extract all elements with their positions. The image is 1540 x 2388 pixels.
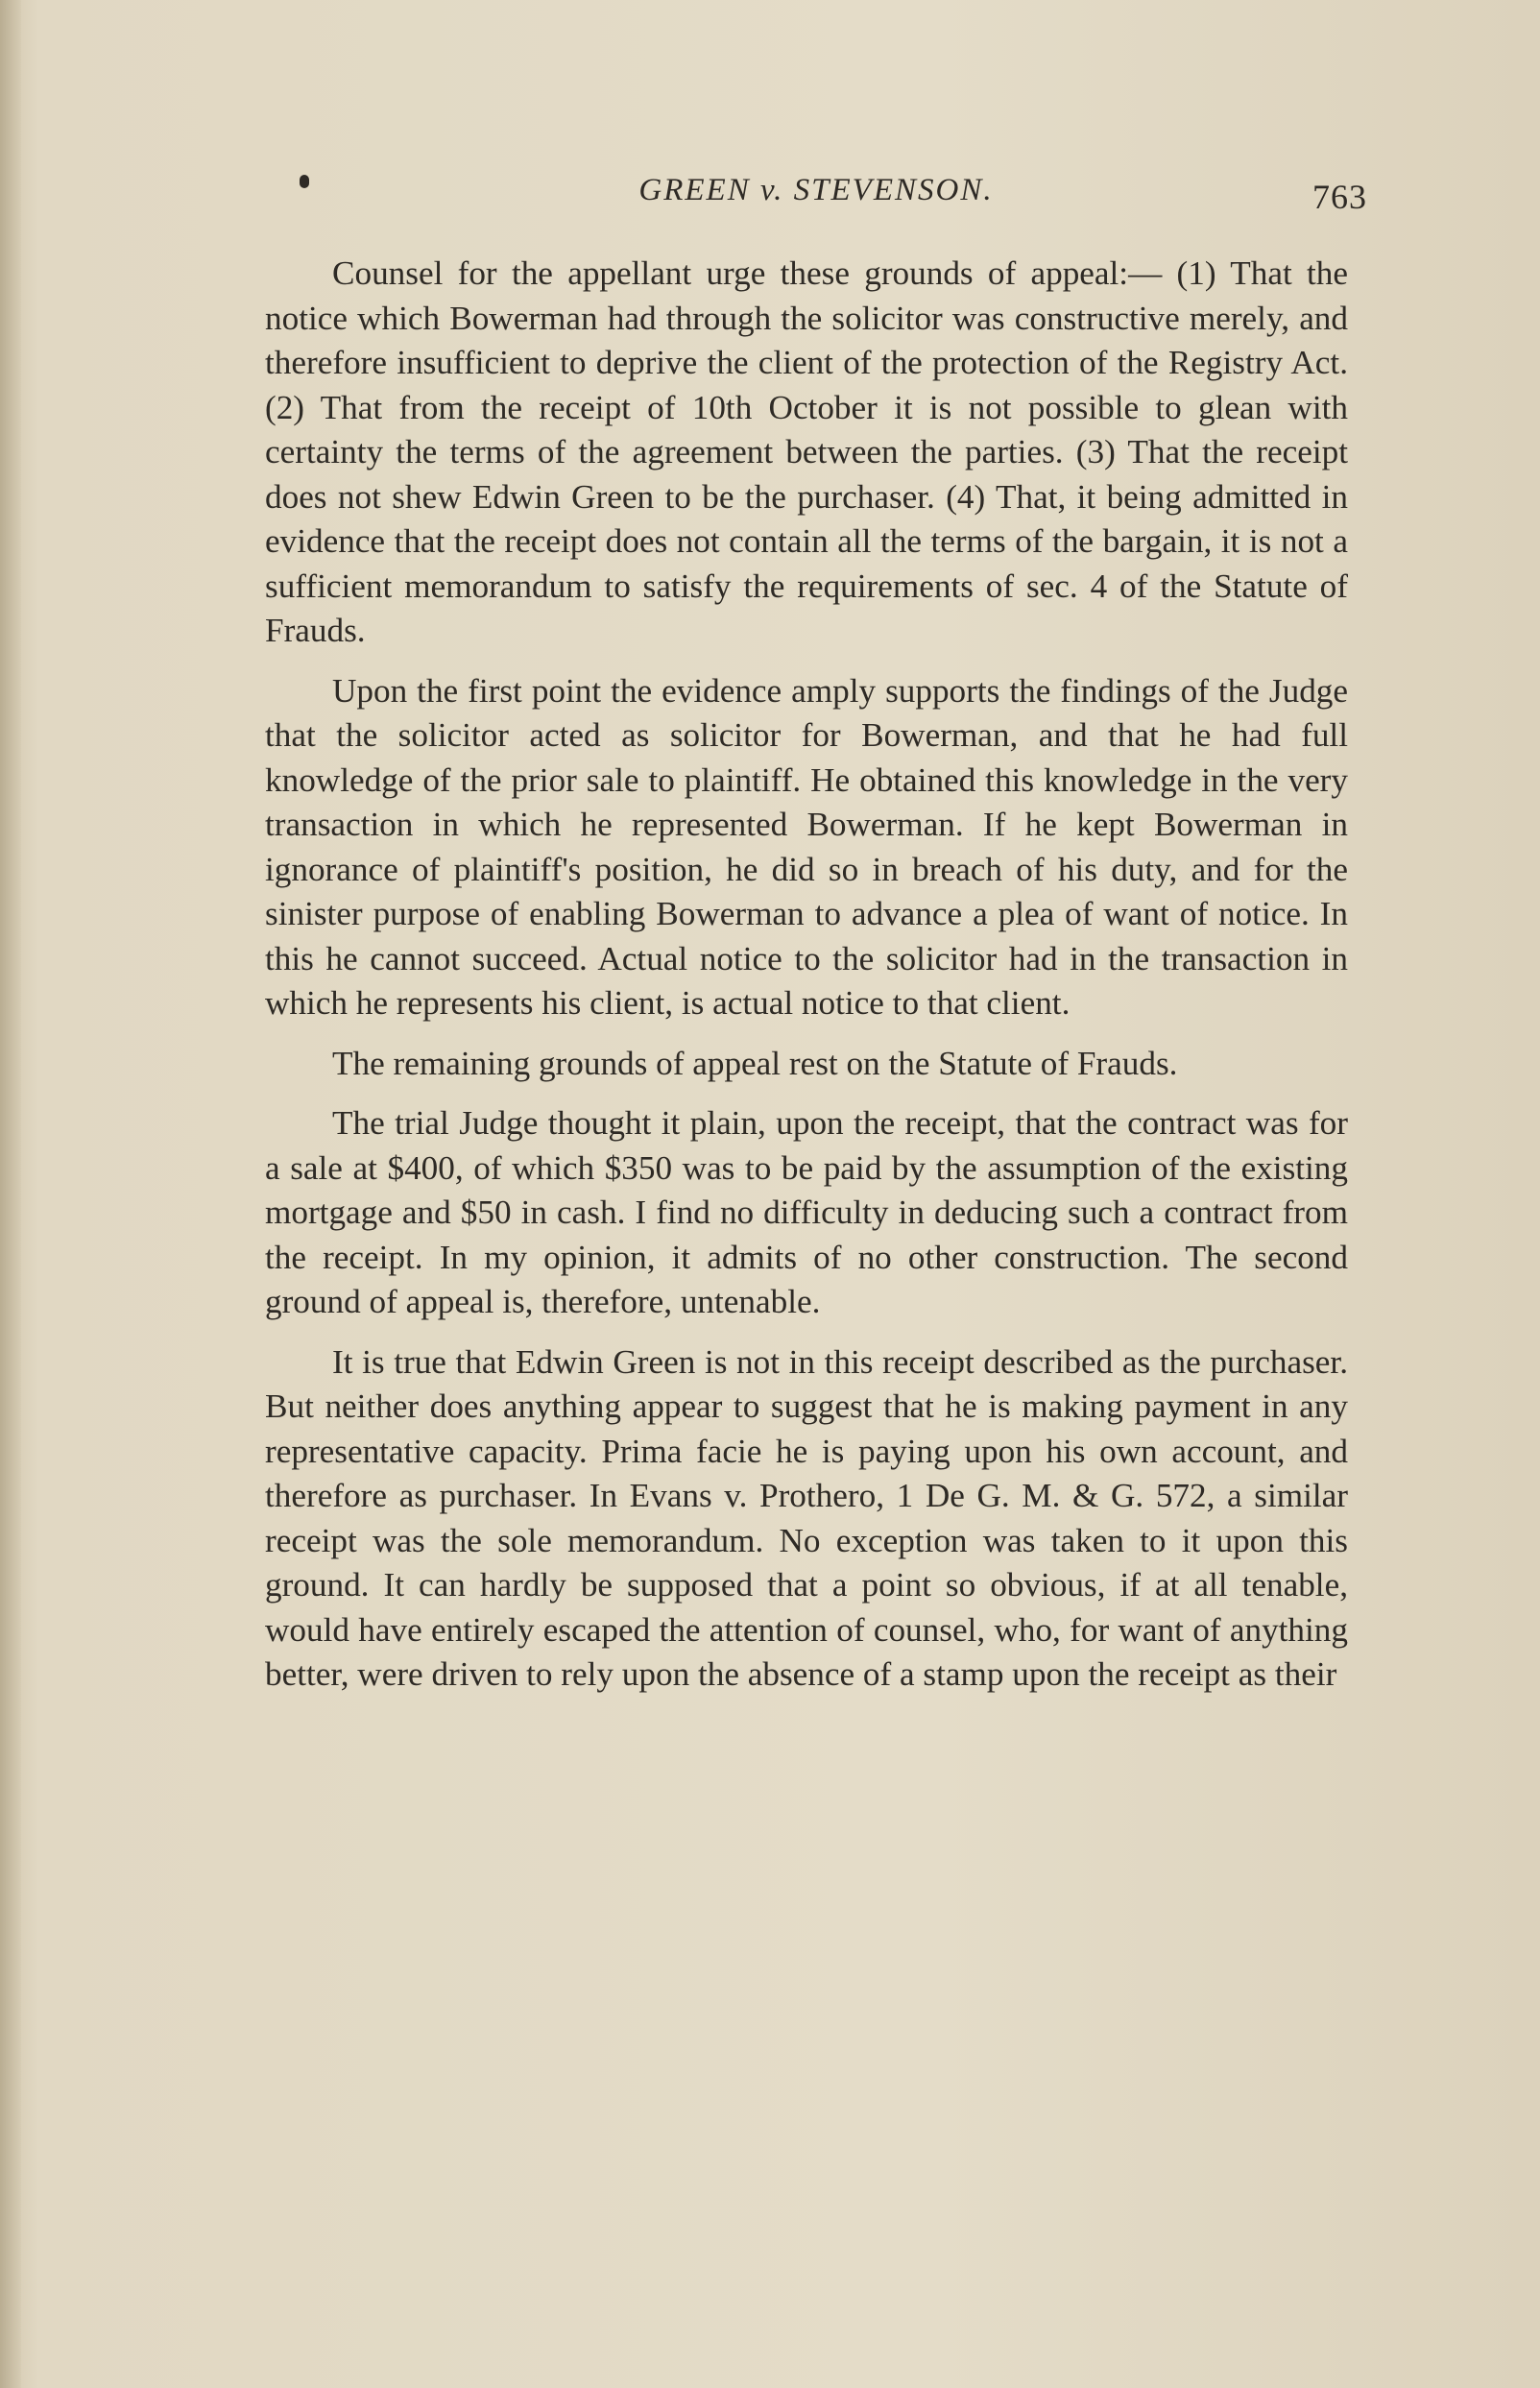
page-number: 763	[1312, 178, 1367, 216]
paragraph-grounds-of-appeal: Counsel for the appellant urge these grounds of appeal:— (1) That the notice which Bowerman had through the solicitor was constructive merely, and therefore insufficient to deprive the client of the protection of the Registry Act. (2) That from the receipt of 10th October it is not possible to glean with certainty the terms of the agreement between the parties. (3) That the receipt does not shew Edwin Green to be the purchaser. (4) That, it being admitted in evidence that the receipt does not contain all the terms of the bargain, it is not a sufficient memorandum to satisfy the requirements of sec. 4 of the Statute of Frauds.	[265, 254, 1348, 649]
running-title: GREEN v. STEVENSON.	[638, 173, 994, 207]
paragraph-purchaser: It is true that Edwin Green is not in this receipt described as the purchaser. But neither does anything appear to suggest that he is making payment in any representative capacity. Prima facie he is paying upon his own account, and therefore as purchaser. In Evans v. Prothero, 1 De G. M. & G. 572, a similar receipt was the sole memorandum. No exception was taken to it upon this ground. It can hardly be supposed that a point so obvious, if at all tenable, would have entirely escaped the attention of counsel, who, for want of anything better, were driven to rely upon the absence of a stamp upon the receipt as their	[265, 1342, 1348, 1693]
page-gutter	[0, 0, 21, 2388]
paragraph-first-point: Upon the first point the evidence amply supports the findings of the Judge that the solicitor acted as solicitor for Bowerman, and that he had full knowledge of the prior sale to plaintiff. He obtained this knowledge in the very transaction in which he represented Bowerman. If he kept Bowerman in ignorance of plaintiff's position, he did so in breach of his duty, and for the sinister purpose of enabling Bowerman to advance a plea of want of notice. In this he cannot succeed. Actual notice to the solicitor had in the transaction in which he represents his client, is actual notice to that client.	[265, 671, 1348, 1022]
paragraph-remaining-grounds: The remaining grounds of appeal rest on the Statute of Frauds.	[332, 1044, 1178, 1082]
paragraph-trial-judge: The trial Judge thought it plain, upon the receipt, that the contract was for a sale at $400, of which $350 was to be paid by the assumption of the existing mortgage and $50 in cash. I find no difficulty in deducing such a contract from the receipt. In my opinion, it admits of no other construction. The second ground of appeal is, therefore, untenable.	[265, 1104, 1348, 1320]
body-text	[265, 252, 1348, 1713]
page-header	[265, 161, 1367, 219]
